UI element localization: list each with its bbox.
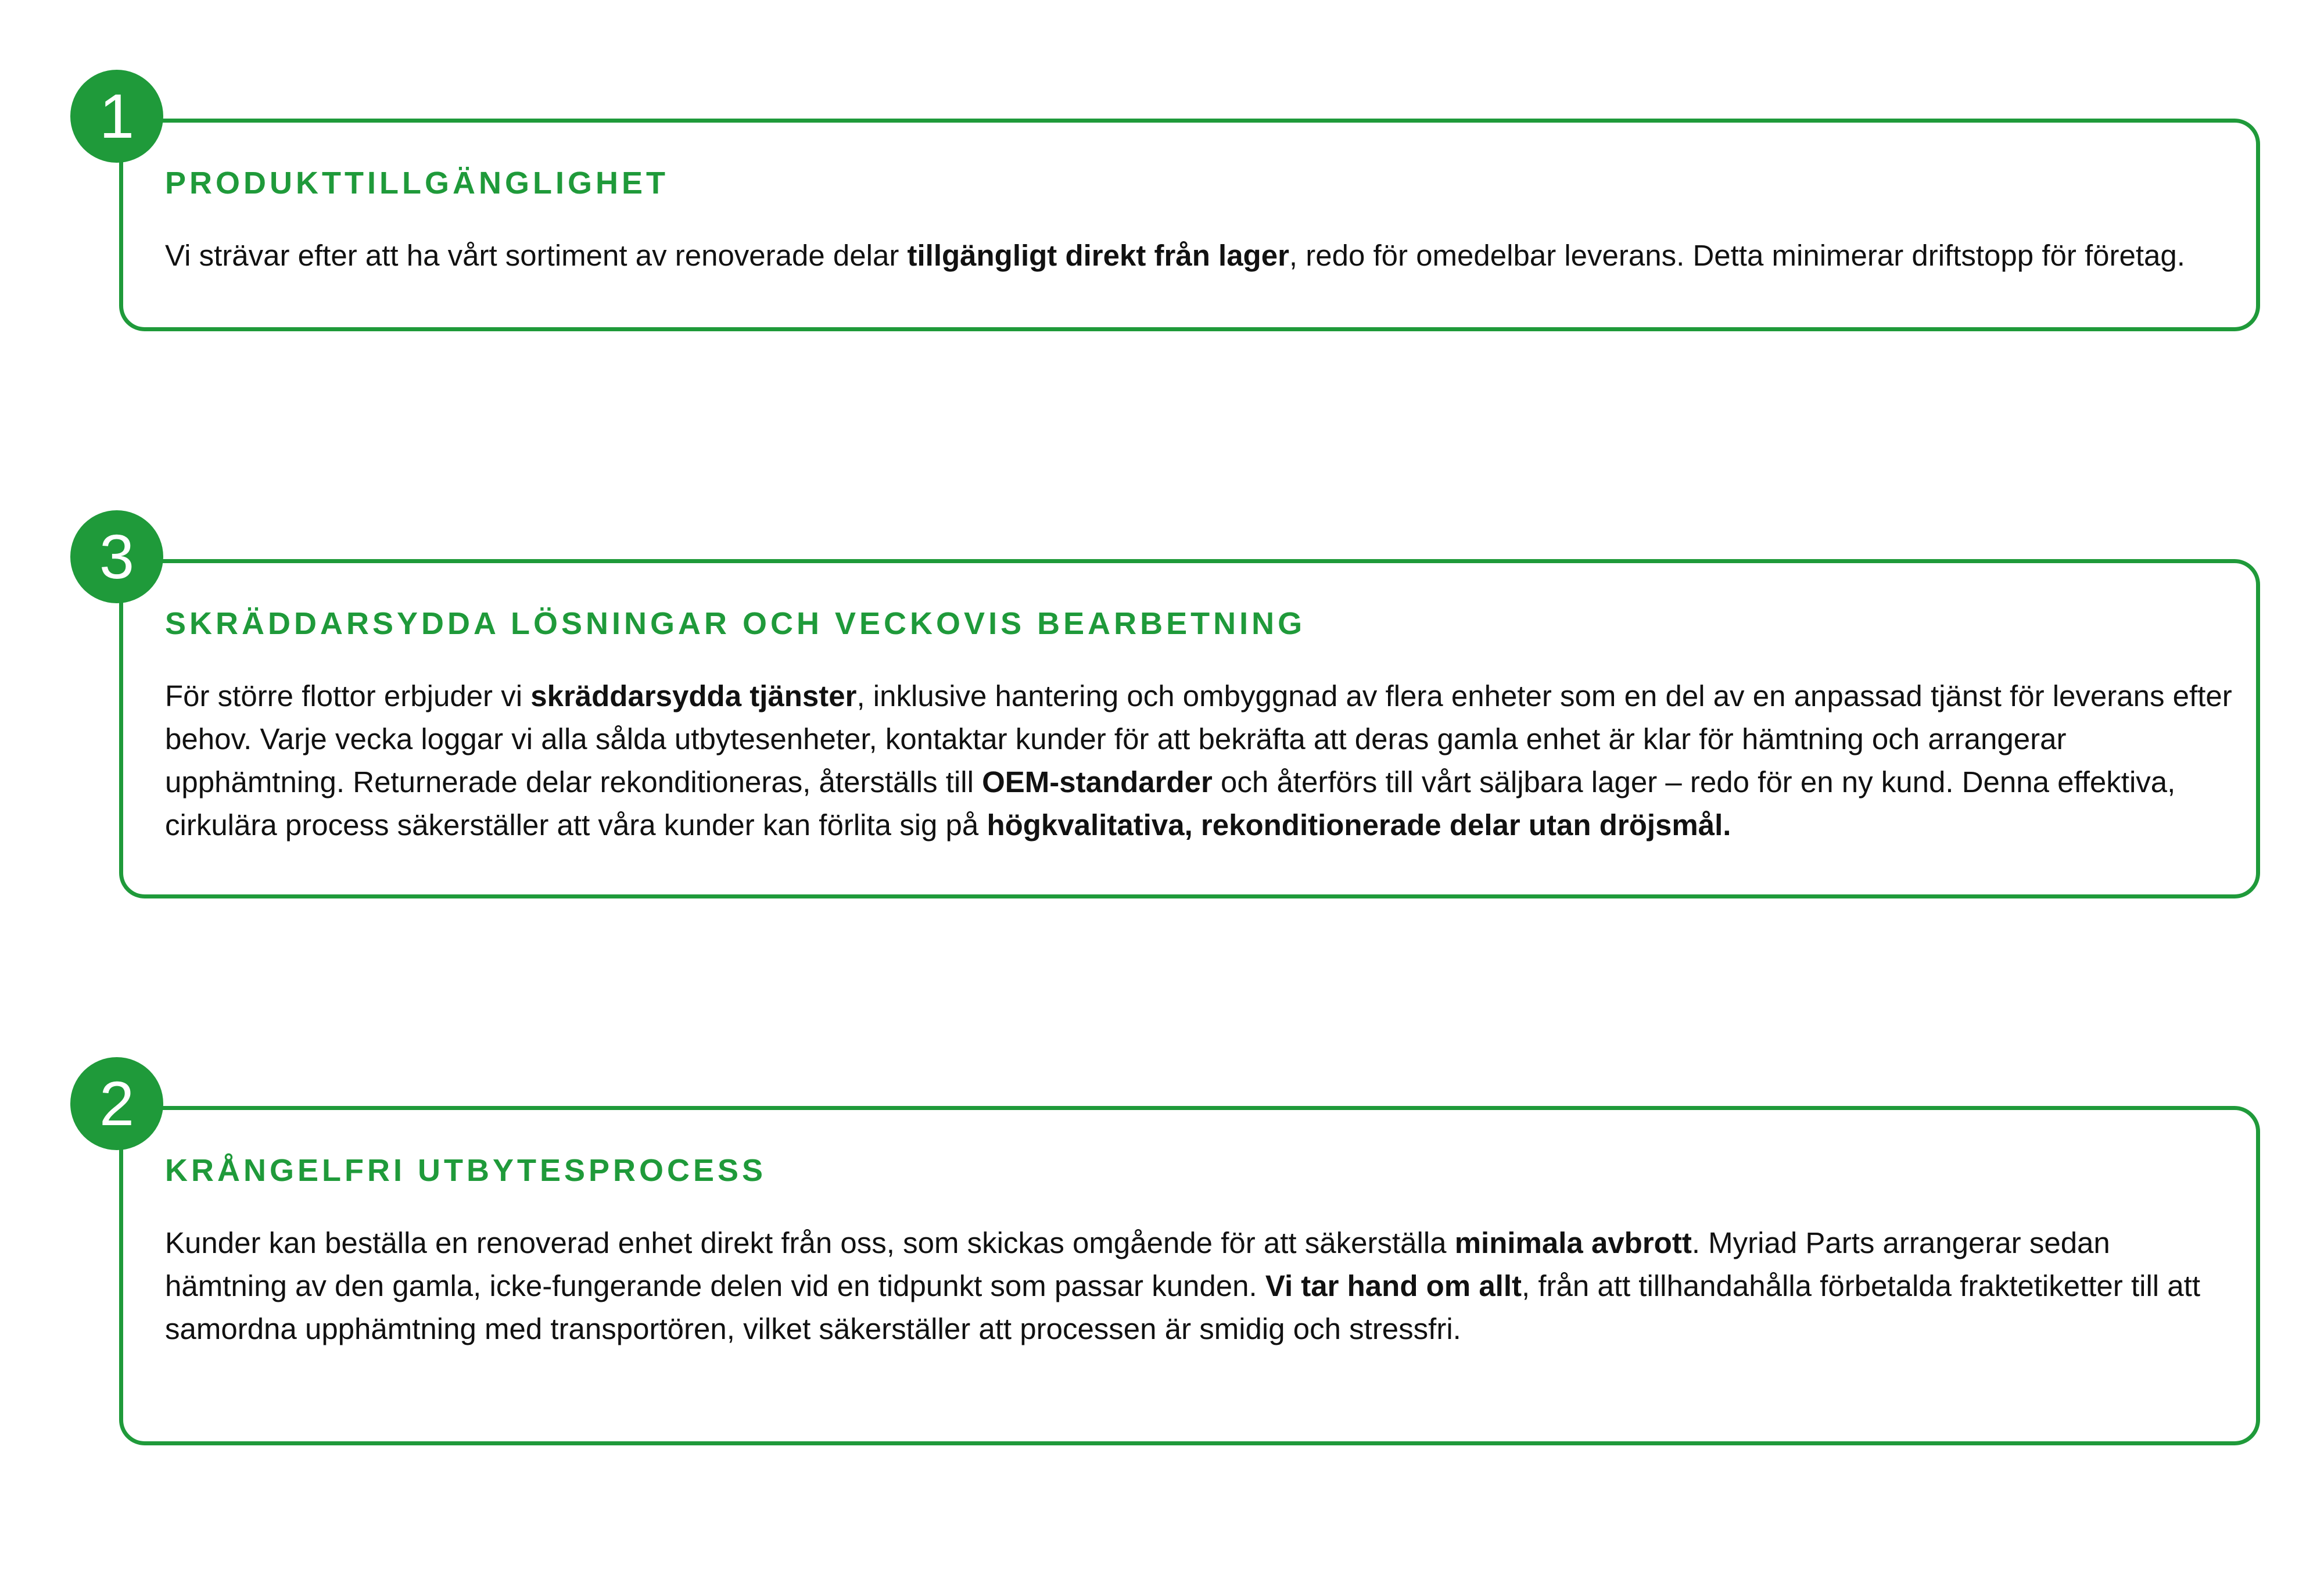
body-text-bold: högkvalitativa, rekonditionerade delar utan dröjsmål. (987, 808, 1731, 842)
body-text: . Myriad Parts arrangerar sedan hämtning av den gamla, icke-fungerande delen vid en tidpunkt som passar kunden. (165, 1226, 2110, 1302)
body-text: För större flottor erbjuder vi (165, 679, 531, 713)
section-card-krangelfri-utbytesprocess (119, 1106, 2260, 1445)
section-body (165, 1222, 2233, 1351)
section-body (165, 675, 2233, 847)
body-text: och återförs till vårt säljbara lager – redo för en ny kund. Denna effektiva, cirkulära process säkerställer att våra kunder kan förlita sig på (165, 765, 2176, 842)
step-number-badge: 3 (70, 510, 163, 603)
section-card-skraddarsydda-losningar (119, 559, 2260, 898)
body-text: , redo för omedelbar leverans. Detta minimerar driftstopp för företag. (1289, 239, 2185, 272)
body-text: , från att tillhandahålla förbetalda fraktetiketter till att samordna upphämtning med transportören, vilket säkerställer att processen är smidig och stressfri. (165, 1269, 2200, 1345)
section-card-produkttillganglighet (119, 119, 2260, 331)
body-text: Vi strävar efter att ha vårt sortiment av renoverade delar (165, 239, 908, 272)
body-text-bold: minimala avbrott (1454, 1226, 1692, 1259)
body-text-bold: Vi tar hand om allt (1265, 1269, 1522, 1302)
body-text-bold: OEM-standarder (982, 765, 1213, 799)
body-text-bold: skräddarsydda tjänster (530, 679, 857, 713)
body-text: , inklusive hantering och ombyggnad av flera enheter som en del av en anpassad tjänst för leverans efter behov. Varje vecka loggar vi alla sålda utbytesenheter, kontaktar kunder för att bekräfta att deras gamla enhet är klar för hämtning och arrangerar upphämtning. Returnerade delar rekonditioneras, återställs till (165, 679, 2232, 799)
section-body (165, 234, 2233, 277)
section-title: SKRÄDDARSYDDA LÖSNINGAR OCH VECKOVIS BEARBETNING (165, 606, 1306, 641)
step-number-badge: 1 (70, 70, 163, 163)
step-number-badge: 2 (70, 1057, 163, 1150)
section-title: PRODUKTTILLGÄNGLIGHET (165, 166, 669, 201)
body-text-bold: tillgängligt direkt från lager (907, 239, 1289, 272)
body-text: Kunder kan beställa en renoverad enhet direkt från oss, som skickas omgående för att säkerställa (165, 1226, 1455, 1259)
section-title: KRÅNGELFRI UTBYTESPROCESS (165, 1153, 767, 1188)
